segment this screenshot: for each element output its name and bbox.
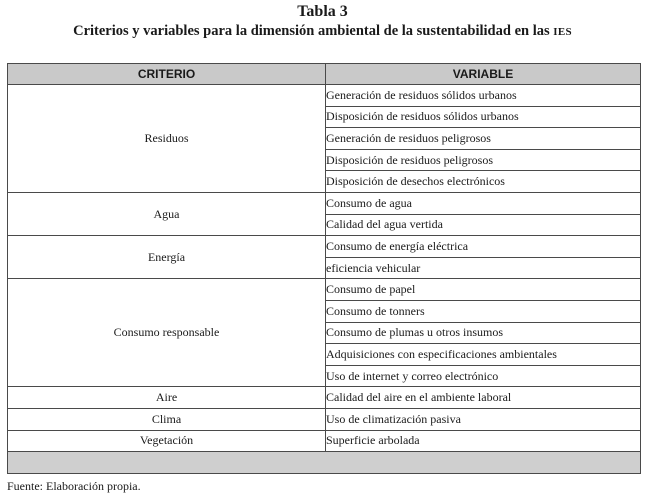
- variable-cell: Uso de climatización pasiva: [326, 408, 641, 430]
- header-variable: VARIABLE: [326, 64, 641, 85]
- criterio-cell: Clima: [8, 408, 326, 430]
- variable-cell: Disposición de residuos sólidos urbanos: [326, 106, 641, 128]
- criterio-cell: Consumo responsable: [8, 279, 326, 387]
- source-note: Fuente: Elaboración propia.: [7, 479, 141, 493]
- variable-cell: Generación de residuos peligrosos: [326, 128, 641, 150]
- header-row: [8, 64, 641, 85]
- variable-cell: Uso de internet y correo electrónico: [326, 365, 641, 387]
- variable-cell: Disposición de residuos peligrosos: [326, 149, 641, 171]
- variable-cell: Disposición de desechos electrónicos: [326, 171, 641, 193]
- criterio-cell: Residuos: [8, 85, 326, 193]
- variable-cell: Consumo de tonners: [326, 300, 641, 322]
- subtitle-abbreviation: IES: [553, 26, 572, 38]
- footer-cell: [8, 452, 641, 474]
- table-row: [8, 279, 641, 301]
- table-row: [8, 430, 641, 452]
- variable-cell: Consumo de agua: [326, 192, 641, 214]
- variable-cell: eficiencia vehicular: [326, 257, 641, 279]
- table-row: [8, 408, 641, 430]
- criterio-cell: Agua: [8, 192, 326, 235]
- table-row: [8, 236, 641, 258]
- criteria-table: [7, 63, 641, 474]
- table-title: Tabla 3: [297, 3, 348, 20]
- criterio-cell: Energía: [8, 236, 326, 279]
- criterio-cell: Aire: [8, 387, 326, 409]
- table-row: [8, 192, 641, 214]
- variable-cell: Consumo de energía eléctrica: [326, 236, 641, 258]
- variable-cell: Adquisiciones con especificaciones ambientales: [326, 344, 641, 366]
- subtitle-text: Criterios y variables para la dimensión ambiental de la sustentabilidad en las: [73, 23, 550, 39]
- variable-cell: Superficie arbolada: [326, 430, 641, 452]
- header-criterio: CRITERIO: [8, 64, 326, 85]
- variable-cell: Consumo de papel: [326, 279, 641, 301]
- criterio-cell: Vegetación: [8, 430, 326, 452]
- variable-cell: Generación de residuos sólidos urbanos: [326, 85, 641, 107]
- table-subtitle: [0, 22, 645, 41]
- variable-cell: Calidad del agua vertida: [326, 214, 641, 236]
- table-body: [8, 85, 641, 452]
- footer-row: [8, 452, 641, 474]
- variable-cell: Consumo de plumas u otros insumos: [326, 322, 641, 344]
- variable-cell: Calidad del aire en el ambiente laboral: [326, 387, 641, 409]
- table-row: [8, 85, 641, 107]
- table-row: [8, 387, 641, 409]
